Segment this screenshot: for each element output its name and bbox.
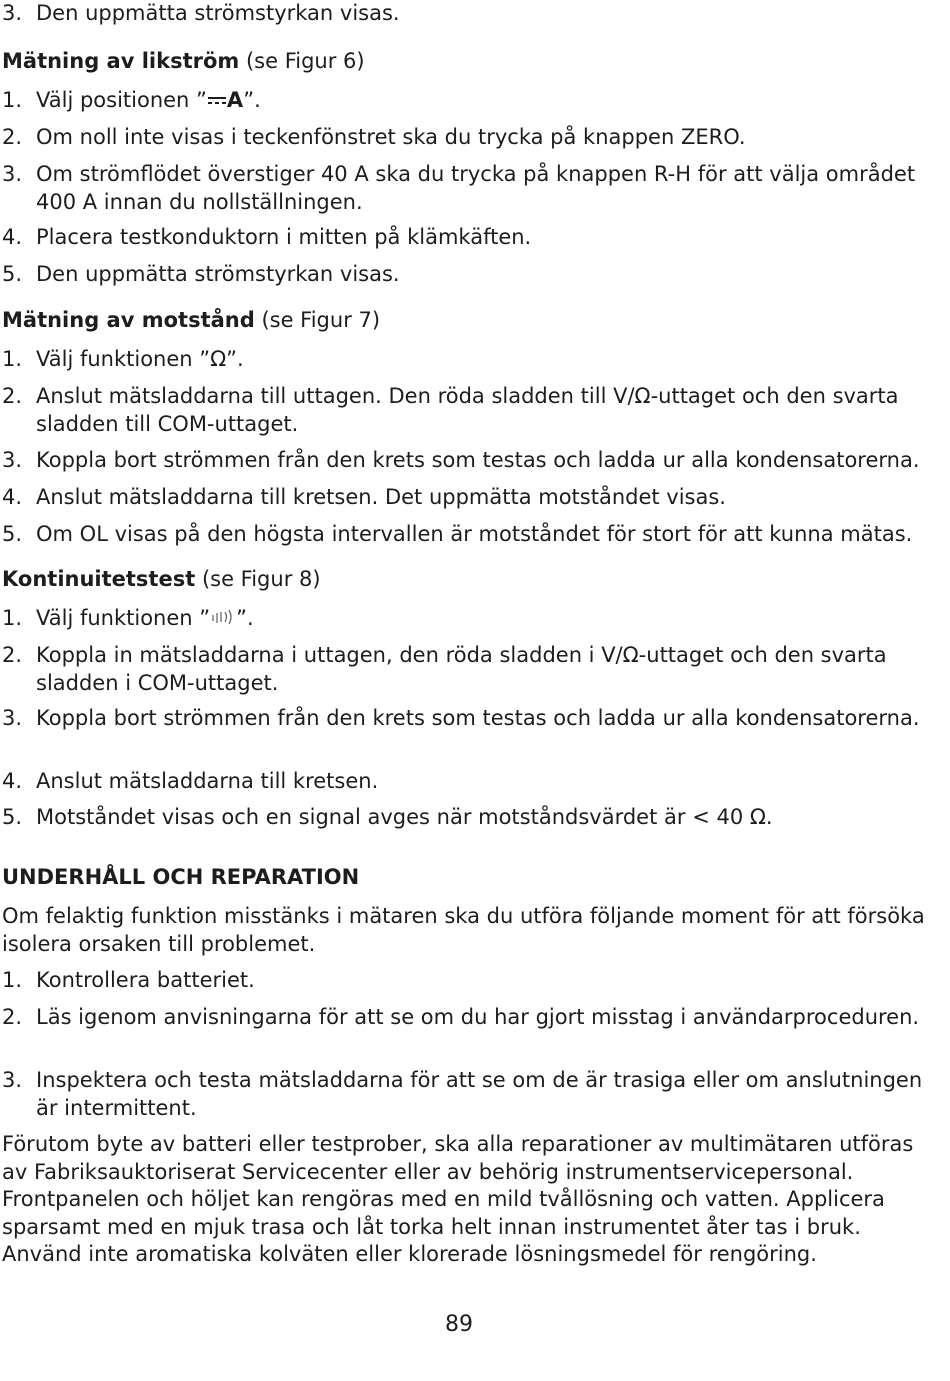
step-text: Om strömflödet överstiger 40 A ska du trycka på knappen R-H för att välja området 400 A innan du nollställningen.: [36, 162, 916, 214]
section-heading-resistance: [2, 307, 932, 335]
section-title: Kontinuitetstest: [2, 567, 196, 591]
list-item: [2, 768, 932, 796]
section-title: UNDERHÅLL OCH REPARATION: [2, 865, 360, 889]
step-number: 5.: [2, 805, 23, 829]
continuity-buzzer-icon: [210, 609, 236, 625]
list-item: [2, 521, 932, 549]
list-item: [2, 124, 932, 152]
step-number: 5.: [2, 262, 23, 286]
list-item: [2, 383, 932, 438]
figure-reference: (se Figur 7): [254, 308, 381, 332]
intro-paragraph: Om felaktig funktion misstänks i mätaren ska du utföra följande moment för att försöka isolera orsaken till problemet.: [2, 904, 925, 956]
step-number: 1.: [2, 606, 23, 630]
step-number: 2.: [2, 1005, 23, 1029]
section-title: Mätning av likström: [2, 49, 240, 73]
list-item: [2, 224, 932, 252]
list-item: [2, 705, 932, 733]
section-title: Mätning av motstånd: [2, 308, 255, 332]
step-text: Koppla in mätsladdarna i uttagen, den röda sladden i V/Ω-uttaget och den svarta sladden i COM-uttaget.: [36, 643, 887, 695]
step-text: Anslut mätsladdarna till uttagen. Den röda sladden till V/Ω-uttaget och den svarta sladden till COM-uttaget.: [36, 384, 899, 436]
step-number: 1.: [2, 347, 23, 371]
closing-paragraph: Förutom byte av batteri eller testprober, ska alla reparationer av multimätaren utföras av Fabriksauktoriserat Servicecenter eller av behörig instrumentservicepersonal. Frontpanelen och höljet kan rengöras med en mild tvållösning och vatten. Applicera sparsamt med en mjuk trasa och låt torka helt innan instrumentet åter tas i bruk. Använd inte aromatiska kolväten eller klorerade lösningsmedel för rengöring.: [2, 1132, 914, 1266]
step-text: Den uppmätta strömstyrkan visas.: [36, 262, 400, 286]
list-item: [2, 1067, 932, 1122]
step-number: 5.: [2, 522, 23, 546]
step-text: Placera testkonduktorn i mitten på klämkäften.: [36, 225, 532, 249]
section-heading-continuity: [2, 566, 932, 594]
list-item: [2, 1004, 932, 1032]
figure-reference: (se Figur 6): [239, 49, 365, 73]
step-text: Om OL visas på den högsta intervallen är motståndet för stort för att kunna mätas.: [36, 522, 913, 546]
dc-current-icon: [207, 93, 227, 107]
step-text: Anslut mätsladdarna till kretsen. Det uppmätta motståndet visas.: [36, 485, 726, 509]
list-item: [2, 967, 932, 995]
list-item: [2, 261, 932, 289]
list-item: [2, 161, 932, 216]
step-number: 3.: [2, 1, 23, 25]
step-number: 3.: [2, 706, 23, 730]
page-number: 89: [445, 1312, 473, 1337]
step-text: Välj funktionen ” ”.: [36, 606, 254, 630]
step-number: 4.: [2, 225, 23, 249]
step-number: 2.: [2, 125, 23, 149]
list-item: [2, 447, 932, 475]
step-text: Kontrollera batteriet.: [36, 968, 255, 992]
section-heading-maintenance: [2, 864, 932, 892]
step-text: Läs igenom anvisningarna för att se om du har gjort misstag i användarproceduren.: [36, 1005, 920, 1029]
step-number: 3.: [2, 448, 23, 472]
step-text: Koppla bort strömmen från den krets som testas och ladda ur alla kondensatorerna.: [36, 448, 920, 472]
step-text: Koppla bort strömmen från den krets som testas och ladda ur alla kondensatorerna.: [36, 706, 920, 730]
step-text: Motståndet visas och en signal avges när motståndsvärdet är < 40 Ω.: [36, 805, 773, 829]
section-heading-dc-current: [2, 48, 932, 76]
step-number: 3.: [2, 1068, 23, 1092]
list-item: [2, 804, 932, 832]
list-item: [2, 0, 932, 28]
list-item: [2, 484, 932, 512]
step-text: Den uppmätta strömstyrkan visas.: [36, 1, 400, 25]
step-text: Anslut mätsladdarna till kretsen.: [36, 769, 379, 793]
list-item: [2, 642, 932, 697]
step-text: Välj positionen ” A”.: [36, 88, 261, 112]
step-number: 3.: [2, 162, 23, 186]
step-number: 2.: [2, 384, 23, 408]
step-number: 1.: [2, 88, 23, 112]
list-item: [2, 346, 932, 374]
list-item: [2, 605, 932, 633]
figure-reference: (se Figur 8): [195, 567, 321, 591]
step-number: 4.: [2, 769, 23, 793]
step-number: 2.: [2, 643, 23, 667]
step-text: Om noll inte visas i teckenfönstret ska du trycka på knappen ZERO.: [36, 125, 746, 149]
step-text: Välj funktionen ”Ω”.: [36, 347, 244, 371]
list-item: [2, 87, 932, 115]
step-number: 4.: [2, 485, 23, 509]
step-number: 1.: [2, 968, 23, 992]
step-text: Inspektera och testa mätsladdarna för att se om de är trasiga eller om anslutningen är intermittent.: [36, 1068, 923, 1120]
